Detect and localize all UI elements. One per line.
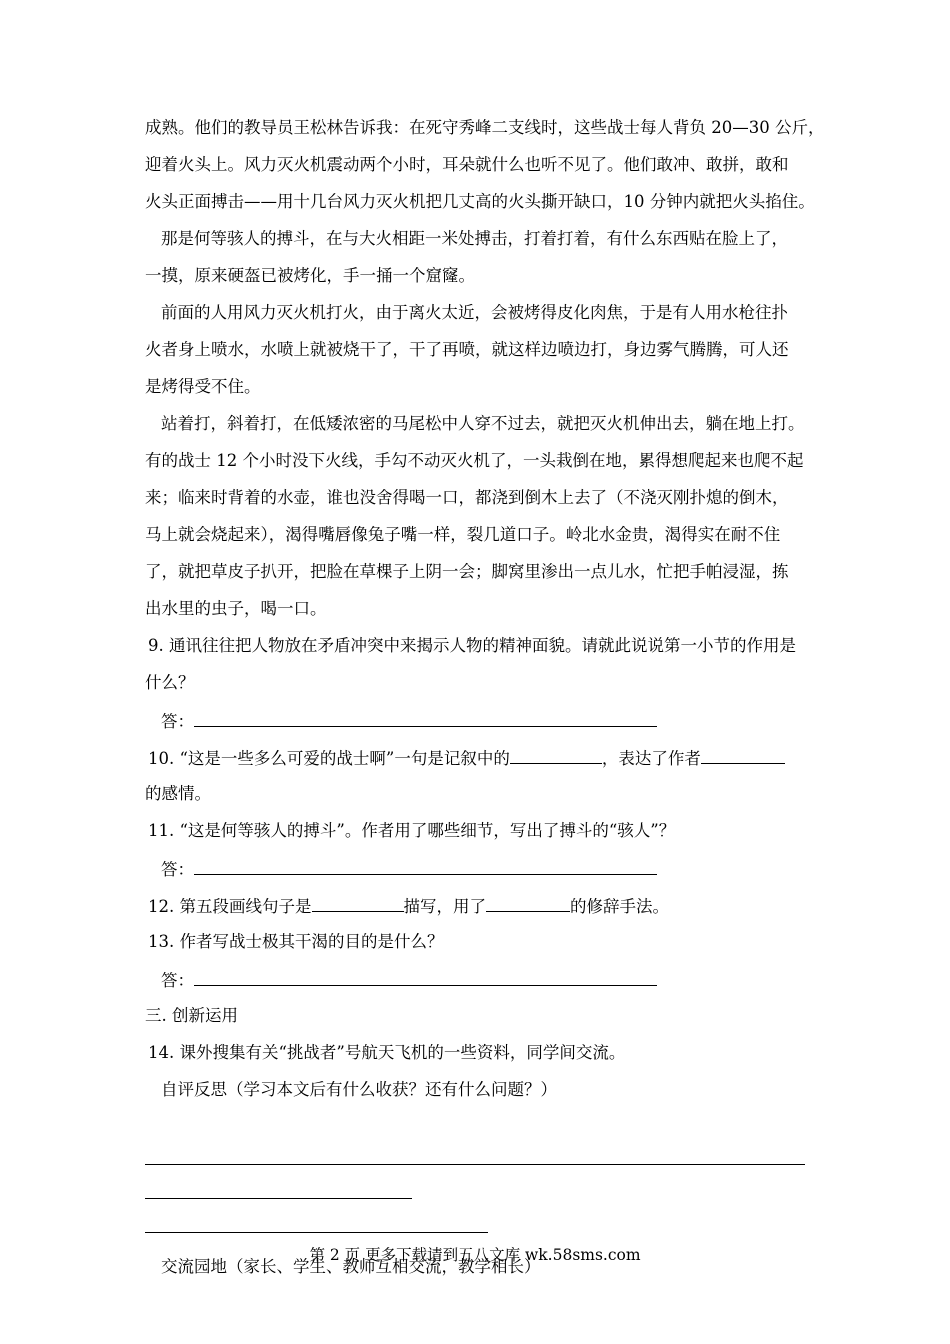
answer-blank[interactable] xyxy=(194,858,657,875)
question-9-cont: 什么？ xyxy=(145,673,195,692)
question-10-text-a: 10. “这是一些多么可爱的战士啊”一句是记叙中的 xyxy=(148,749,510,768)
page-footer: 第 2 页 更多下载请到五八文库 wk.58sms.com xyxy=(309,1246,641,1264)
passage-line: 火者身上喷水，水喷上就被烧干了，干了再喷，就这样边喷边打，身边雾气腾腾，可人还 xyxy=(145,340,789,359)
answer-row-9 xyxy=(145,710,815,747)
passage-line: 了，就把草皮子扒开，把脸在草棵子上阴一会；脚窝里渗出一点儿水，忙把手帕浸湿，拣 xyxy=(145,562,789,581)
fill-blank[interactable] xyxy=(701,747,785,764)
answer-blank[interactable] xyxy=(194,969,657,986)
answer-row-11 xyxy=(145,858,815,895)
passage-line: 迎着火头上。风力灭火机震动两个小时，耳朵就什么也听不见了。他们敢冲、敢拼，敢和 xyxy=(145,155,789,174)
answer-label: 答： xyxy=(161,971,194,990)
fill-blank[interactable] xyxy=(312,895,404,912)
question-11: 11. “这是何等骇人的搏斗”。作者用了哪些细节，写出了搏斗的“骇人”？ xyxy=(148,821,676,840)
passage-line: 马上就会烧起来），渴得嘴唇像兔子嘴一样，裂几道口子。岭北水金贵，渴得实在耐不住 xyxy=(145,525,781,544)
answer-row-13 xyxy=(145,969,815,1006)
question-9: 9. 通讯往往把人物放在矛盾冲突中来揭示人物的精神面貌。请就此说说第一小节的作用是 xyxy=(148,636,796,655)
answer-blank[interactable] xyxy=(194,710,657,727)
question-10-text-b: ，表达了作者 xyxy=(601,749,701,768)
passage-line: 前面的人用风力灭火机打火，由于离火太近，会被烤得皮化肉焦，于是有人用水枪往扑 xyxy=(161,303,788,322)
question-12-text-b: 描写，用了 xyxy=(403,897,486,916)
exchange-label: 交流园地（家长、学生、教师互相交流，教学相长） xyxy=(161,1257,541,1276)
fill-blank[interactable] xyxy=(510,747,602,764)
question-12-text-c: 的修辞手法。 xyxy=(570,897,669,916)
question-12 xyxy=(145,895,815,932)
question-10-cont: 的感情。 xyxy=(145,784,211,803)
passage-line: 一摸，原来硬盔已被烤化，手一捅一个窟窿。 xyxy=(145,266,475,285)
passage-line: 来；临来时背着的水壶，谁也没舍得喝一口，都浇到倒木上去了（不浇灭刚扑熄的倒木， xyxy=(145,488,789,507)
self-evaluation-label: 自评反思（学习本文后有什么收获？还有什么问题？） xyxy=(161,1080,557,1099)
document-page xyxy=(145,118,825,1294)
passage-line: 火头正面搏击——用十几台风力灭火机把几丈高的火头撕开缺口，10 分钟内就把火头掐住。 xyxy=(145,192,815,211)
section-heading: 三. 创新运用 xyxy=(145,1006,238,1025)
spacer xyxy=(145,1199,815,1232)
question-12-text-a: 12. 第五段画线句子是 xyxy=(148,897,312,916)
passage-line: 那是何等骇人的搏斗，在与大火相距一米处搏击，打着打着，有什么东西贴在脸上了， xyxy=(161,229,788,248)
answer-label: 答： xyxy=(161,860,194,879)
question-10 xyxy=(145,747,815,784)
passage-line: 站着打，斜着打，在低矮浓密的马尾松中人穿不过去，就把灭火机伸出去，躺在地上打。 xyxy=(161,414,805,433)
spacer xyxy=(145,1117,815,1164)
question-14: 14. 课外搜集有关“挑战者”号航天飞机的一些资料，同学间交流。 xyxy=(148,1043,626,1062)
spacer xyxy=(145,1165,815,1198)
answer-label: 答： xyxy=(161,712,194,731)
fill-blank[interactable] xyxy=(486,895,570,912)
question-13: 13. 作者写战士极其干渴的目的是什么？ xyxy=(148,932,444,951)
passage-line: 是烤得受不住。 xyxy=(145,377,261,396)
passage-line: 成熟。他们的教导员王松林告诉我：在死守秀峰二支线时，这些战士每人背负 20—30 公斤， xyxy=(145,118,825,137)
passage-line: 有的战士 12 个小时没下火线，手勾不动灭火机了，一头栽倒在地，累得想爬起来也爬不起 xyxy=(145,451,804,470)
passage-line: 出水里的虫子，喝一口。 xyxy=(145,599,327,618)
